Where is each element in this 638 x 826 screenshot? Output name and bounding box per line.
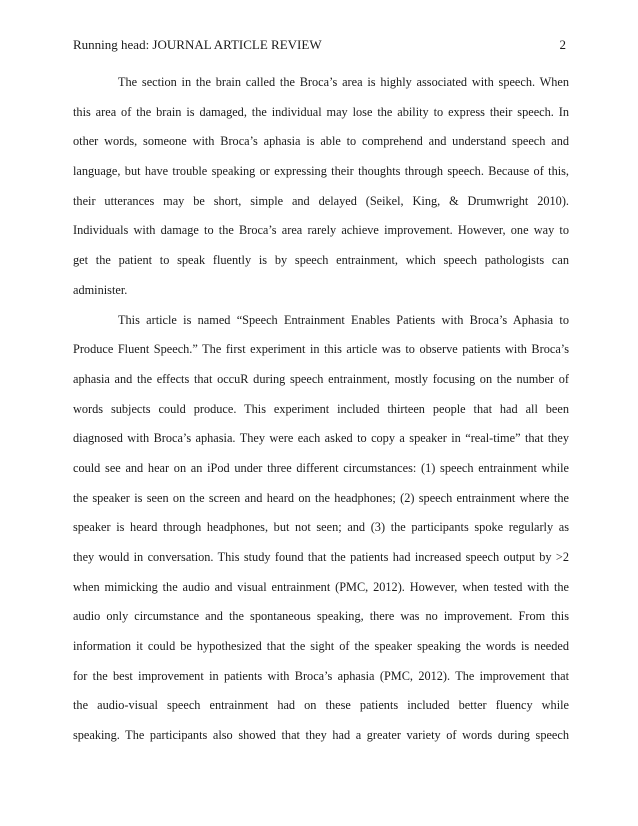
text-line: This article is named “Speech Entrainment Enables Patients with Broca’s Aphasia to [118,312,569,327]
text-line: aphasia and the effects that occuR during speech entrainment, mostly focusing on the number of [73,371,569,386]
text-line: audio only circumstance and the spontaneous speaking, there was no improvement. From this [73,609,569,624]
text-line: when mimicking the audio and visual entrainment (PMC, 2012). However, when tested with the [73,579,569,594]
paragraph-2 [73,306,569,751]
text-line: the audio-visual speech entrainment had on these patients included better fluency while [73,698,569,713]
paragraph-1 [73,68,569,306]
text-line: diagnosed with Broca’s aphasia. They were each asked to copy a speaker in “real-time” that they [73,431,569,446]
text-line: this area of the brain is damaged, the individual may lose the ability to express their speech. In [73,104,569,119]
page-number: 2 [559,37,566,52]
text-line: could see and hear on an iPod under three different circumstances: (1) speech entrainment while [73,460,569,475]
text-line: other words, someone with Broca’s aphasia is able to comprehend and understand speech and [73,134,569,149]
text-line: the speaker is seen on the screen and heard on the headphones; (2) speech entrainment where the [73,490,569,505]
body-text [73,68,569,751]
text-line-last: administer. [73,282,128,297]
text-line: speaker is heard through headphones, but not seen; and (3) the participants spoke regularly as [73,520,569,535]
text-line: Produce Fluent Speech.” The first experiment in this article was to observe patients with Broca’s [73,342,569,357]
running-head [73,36,566,54]
text-line: get the patient to speak fluently is by speech entrainment, which speech pathologists can [73,253,569,268]
running-head-title: Running head: JOURNAL ARTICLE REVIEW [73,37,322,52]
text-line: information it could be hypothesized that the sight of the speaker speaking the words is needed [73,639,569,654]
text-line: speaking. The participants also showed that they had a greater variety of words during speech [73,728,569,743]
text-line: for the best improvement in patients with Broca’s aphasia (PMC, 2012). The improvement that [73,668,569,683]
text-line: they would in conversation. This study found that the patients had increased speech output by >2 [73,550,569,564]
text-line: The section in the brain called the Broca’s area is highly associated with speech. When [118,75,569,89]
text-line: their utterances may be short, simple and delayed (Seikel, King, & Drumwright 2010). [73,193,569,208]
text-line: language, but have trouble speaking or expressing their thoughts through speech. Because of this, [73,164,569,179]
text-line: Individuals with damage to the Broca’s area rarely achieve improvement. However, one way to [73,223,569,238]
text-line: words subjects could produce. This experiment included thirteen people that had all been [73,401,569,416]
